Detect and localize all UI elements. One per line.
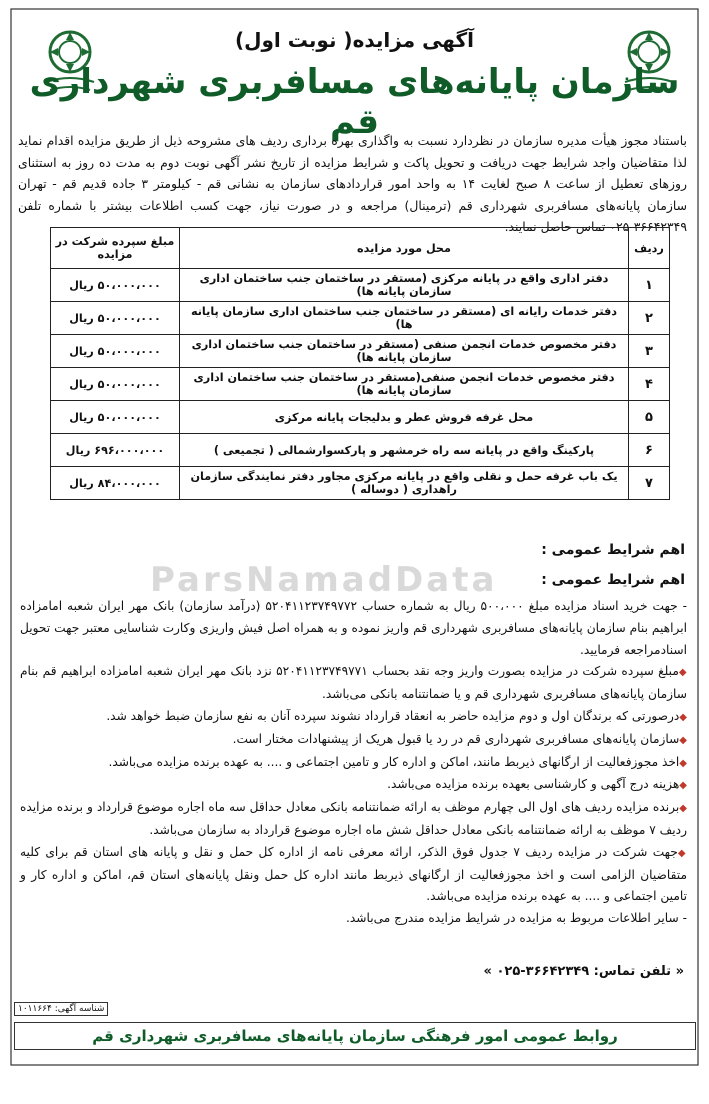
watermark: ParsNamadData <box>150 560 498 600</box>
condition-item: ◆برنده مزایده ردیف های اول الی چهارم موظف به ارائه ضمانتنامه بانکی معادل حداقل سه ماه اجاره موضوع قرارداد و برنده مزایده ردیف ۷ موظف به ارائه ضمانتنامه بانکی معادل حداقل شش ماه اجاره موضوع قرارداد به سازمان می‌باشد. <box>20 800 687 837</box>
table-header-row <box>51 228 670 269</box>
row-location: پارکینگ واقع در پایانه سه راه خرمشهر و پارکسوارشمالی ( تجمیعی ) <box>180 434 629 467</box>
ad-number: شناسه آگهی: ۱۰۱۱۶۶۴ <box>14 1002 108 1016</box>
general-conditions-heading-repeat: اهم شرایط عمومی : <box>541 572 685 588</box>
footer-publisher: روابط عمومی امور فرهنگی سازمان پایانه‌های مسافربری شهرداری قم <box>14 1022 696 1050</box>
row-location: دفتر اداری واقع در پایانه مرکزی (مستقر در ساختمان جنب ساختمان اداری سازمان پایانه ها) <box>180 269 629 302</box>
table-row <box>51 434 670 467</box>
organization-title: سازمان پایانه‌های مسافربری شهرداری قم <box>29 62 680 142</box>
row-number: ۵ <box>629 401 670 434</box>
row-amount: ۵۰،۰۰۰،۰۰۰ ریال <box>51 269 180 302</box>
condition-item: ◆هزینه درج آگهی و کارشناسی بعهده برنده مزایده می‌باشد. <box>387 777 687 792</box>
row-number: ۳ <box>629 335 670 368</box>
conditions-list <box>20 596 687 930</box>
row-number: ۷ <box>629 467 670 500</box>
table-row <box>51 467 670 500</box>
bullet-icon: ◆ <box>677 847 687 859</box>
table-row <box>51 269 670 302</box>
bullet-icon: ◆ <box>679 757 687 769</box>
row-location: دفتر مخصوص خدمات انجمن صنفی (مستقر در ساختمان جنب ساختمان اداری سازمان پایانه ها) <box>180 335 629 368</box>
row-amount: ۵۰،۰۰۰،۰۰۰ ریال <box>51 302 180 335</box>
condition-item: - جهت خرید اسناد مزایده مبلغ ۵۰۰،۰۰۰ ریال به شماره حساب ۵۲۰۴۱۱۲۳۷۴۹۷۷۲ (درآمد سازمان) بانک مهر ایران شعبه امامزاده ابراهیم بنام سازمان پایانه‌های مسافربری شهرداری قم واریز نموده و به همراه اصل فیش واریزی وکارت شناسایی معتبر جهت تحویل اسنادمراجعه فرمایید. <box>20 599 688 657</box>
row-amount: ۸۴،۰۰۰،۰۰۰ ریال <box>51 467 180 500</box>
condition-item: ◆اخذ مجوزفعالیت از ارگانهای ذیربط مانند، اماکن و اداره کار و تامین اجتماعی و .... به عهده برنده مزایده می‌باشد. <box>108 754 687 769</box>
table-row <box>51 302 670 335</box>
row-number: ۱ <box>629 269 670 302</box>
header-row-number: ردیف <box>629 228 670 269</box>
row-number: ۲ <box>629 302 670 335</box>
auction-items-table <box>50 227 670 500</box>
notice-subtitle: آگهی مزایده( نوبت اول) <box>234 28 474 52</box>
condition-item: ◆سازمان پایانه‌های مسافربری شهرداری قم در رد یا قبول هریک از پیشنهادات مختار است. <box>232 731 687 746</box>
bullet-icon: ◆ <box>679 711 687 723</box>
table-row <box>51 335 670 368</box>
header-location: محل مورد مزایده <box>180 228 629 269</box>
bullet-icon: ◆ <box>679 734 687 746</box>
condition-item: ◆جهت شرکت در مزایده ردیف ۷ جدول فوق الذکر، ارائه معرفی نامه از اداره کل حمل و نقل و پایانه های استان قم برای کلیه متقاضیان الزامی است و اخذ مجوزفعالیت از ارگانهای ذیربط مانند اداره کل حمل ونقل پایانه‌های استان قم، اماکن و اداره کار و تامین اجتماعی و .... به عهده برنده مزایده می‌باشد. <box>20 844 687 904</box>
row-location: دفتر مخصوص خدمات انجمن صنفی(مستقر در ساختمان جنب ساختمان اداری سازمان پایانه ها) <box>180 368 629 401</box>
contact-phone: « تلفن تماس: ۳۶۶۴۲۳۴۹-۰۲۵ » <box>483 964 684 979</box>
row-location: محل غرفه فروش عطر و بدلیجات پایانه مرکزی <box>180 401 629 434</box>
general-conditions-heading: اهم شرایط عمومی : <box>541 542 685 558</box>
row-location: دفتر خدمات رایانه ای (مستقر در ساختمان جنب ساختمان اداری سازمان پایانه ها) <box>180 302 629 335</box>
header-deposit: مبلغ سپرده شرکت در مزایده <box>51 228 180 269</box>
condition-item: - سایر اطلاعات مربوط به مزایده در شرایط مزایده مندرج می‌باشد. <box>346 911 687 926</box>
row-amount: ۵۰،۰۰۰،۰۰۰ ریال <box>51 401 180 434</box>
row-number: ۶ <box>629 434 670 467</box>
row-number: ۴ <box>629 368 670 401</box>
table-row <box>51 401 670 434</box>
table-row <box>51 368 670 401</box>
row-amount: ۵۰،۰۰۰،۰۰۰ ریال <box>51 368 180 401</box>
row-amount: ۶۹۶،۰۰۰،۰۰۰ ریال <box>51 434 180 467</box>
row-amount: ۵۰،۰۰۰،۰۰۰ ریال <box>51 335 180 368</box>
bullet-icon: ◆ <box>678 667 688 679</box>
condition-item: ◆درصورتی که برندگان اول و دوم مزایده حاضر به انعقاد قرارداد نشوند سپرده آنان به نفع سازمان ضبط خواهد شد. <box>106 708 687 723</box>
intro-paragraph: باستناد مجوز هیأت مدیره سازمان در نظردارد نسبت به واگذاری بهره برداری ردیف های مشروحه ذیل از طریق مزایده اقدام نماید لذا متقاضیان واجد شرایط جهت دریافت و تحویل پاکت و شرایط مزایده از تاریخ نشر آگهی نوبت دوم به مدت ده روز به استثنای روزهای تعطیل از ساعت ۸ صبح لغایت ۱۴ به واحد امور قراردادهای سازمان به نشانی قم - کیلومتر ۳ جاده قدیم قم - تهران سازمان پایانه‌های مسافربری شهرداری قم (ترمینال) مراجعه و در صورت نیاز، جهت کسب اطلاعات بیشتر با شماره تلفن ۳۶۶۴۲۳۴۹-۰۲۵ تماس حاصل نمایند. <box>18 133 687 234</box>
row-location: یک باب غرفه حمل و نقلی واقع در پایانه مرکزی مجاور دفتر نمایندگی سازمان راهداری ( دوساله ) <box>180 467 629 500</box>
condition-item: ◆مبلغ سپرده شرکت در مزایده بصورت واریز وجه نقد بحساب ۵۲۰۴۱۱۲۳۷۴۹۷۷۱ نزد بانک مهر ایران شعبه امامزاده ابراهیم قم بنام سازمان پایانه‌های مسافربری شهرداری قم و یا ضمانتنامه بانکی می‌باشد. <box>20 664 688 702</box>
bullet-icon: ◆ <box>679 803 687 815</box>
bullet-icon: ◆ <box>679 780 687 792</box>
